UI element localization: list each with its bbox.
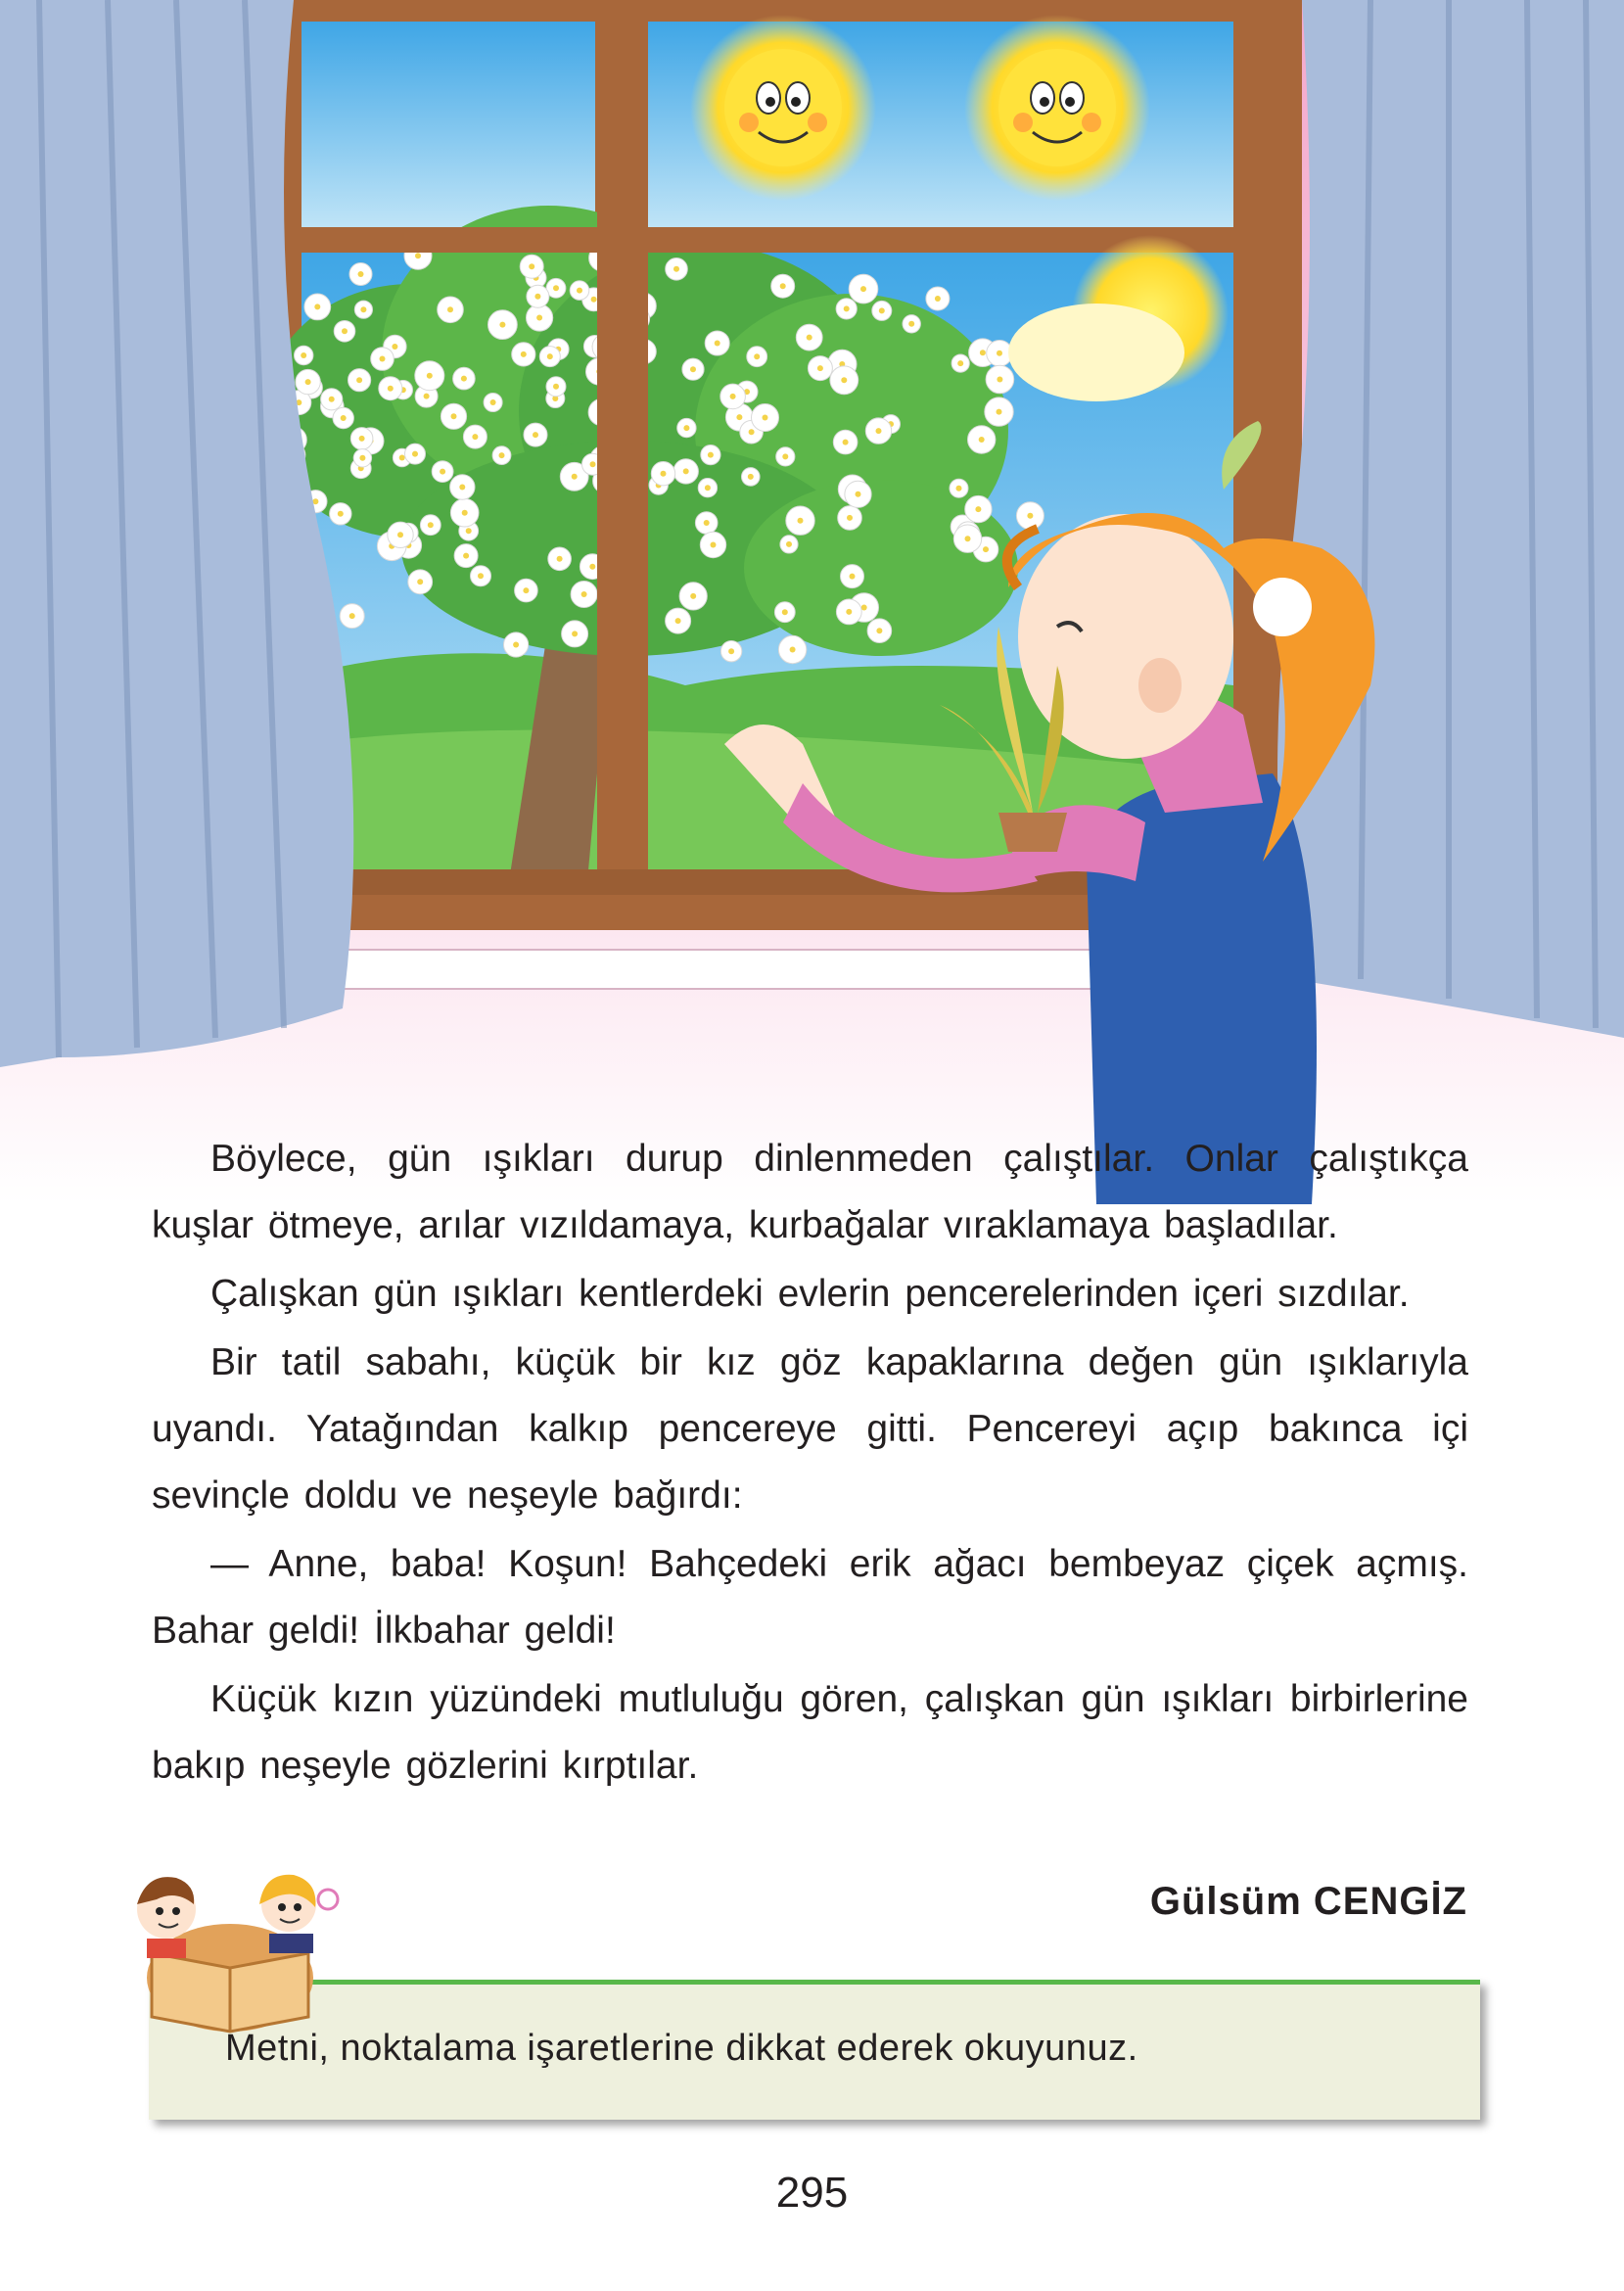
blossom-center: [843, 440, 849, 445]
blossom-center: [736, 414, 742, 420]
blossom-center: [708, 452, 714, 458]
blossom-center: [711, 542, 717, 548]
blossom-center: [427, 373, 433, 379]
blossom-center: [975, 506, 981, 512]
blossom-center: [673, 266, 679, 272]
blossom-center: [428, 522, 434, 528]
blossom-center: [459, 485, 465, 491]
blossom-center: [935, 296, 941, 302]
blossom-center: [417, 579, 423, 584]
blossom-center: [591, 297, 597, 303]
blossom-center: [850, 574, 856, 580]
blossom-center: [879, 307, 885, 313]
blossom-center: [846, 609, 852, 615]
story-paragraph: — Anne, baba! Koşun! Bahçedeki erik ağacı bembeyaz çiçek açmış. Bahar geldi! İlkbahar geldi!: [152, 1543, 1468, 1652]
blossom-center: [577, 288, 582, 294]
blossom-center: [957, 360, 963, 366]
blossom-center: [312, 498, 318, 504]
blossom-center: [590, 461, 596, 467]
blossom-center: [690, 366, 696, 372]
blossom-center: [478, 573, 484, 579]
blossom-center: [547, 353, 553, 359]
blossom-center: [728, 648, 734, 654]
blossom-center: [876, 428, 882, 434]
blossom-center: [301, 352, 306, 358]
blossom-center: [533, 432, 538, 438]
blossom-center: [572, 474, 578, 480]
blossom-center: [980, 350, 986, 355]
story-paragraph: Çalışkan gün ışıkları kentlerdeki evlerin pencerelerinden içeri sızdılar.: [210, 1273, 1410, 1315]
blossom-center: [424, 394, 430, 399]
blossom-center: [499, 452, 505, 458]
blossom-center: [314, 304, 320, 309]
blossom-center: [388, 386, 394, 392]
blossom-center: [440, 469, 445, 475]
blossom-center: [956, 486, 962, 491]
blossom-center: [581, 591, 587, 597]
blossom-center: [360, 306, 366, 312]
blossom-center: [780, 283, 786, 289]
instruction-box: [149, 1980, 1480, 2120]
blossom-center: [461, 376, 467, 382]
sun-right: [964, 15, 1150, 201]
blossom-center: [798, 518, 804, 524]
blossom-center: [841, 377, 847, 383]
blossom-center: [451, 413, 457, 419]
blossom-center: [817, 365, 823, 371]
blossom-center: [553, 285, 559, 291]
blossom-center: [782, 609, 788, 615]
blossom-center: [704, 520, 710, 526]
blossom-center: [466, 528, 472, 534]
blossom-center: [557, 556, 563, 562]
blossom-center: [748, 474, 754, 480]
story-text: [152, 1126, 1468, 1800]
blossom-center: [715, 341, 720, 347]
blossom-center: [997, 409, 1002, 415]
blossom-center: [338, 511, 344, 517]
blossom-center: [589, 564, 595, 570]
kids-reading-book-icon: [117, 1860, 343, 2046]
story-paragraph: Küçük kızın yüzündeki mutluluğu gören, çalışkan gün ışıkları birbirlerine bakıp neşeyle gözlerini kırptılar.: [152, 1678, 1468, 1787]
blossom-center: [861, 605, 867, 611]
blossom-center: [683, 468, 689, 474]
blossom-center: [675, 618, 681, 624]
blossom-center: [705, 485, 711, 491]
blossom-center: [490, 399, 496, 405]
blossom-center: [359, 436, 365, 442]
blossom-center: [359, 455, 365, 461]
blossom-center: [997, 377, 1002, 383]
blossom-center: [342, 328, 348, 334]
blossom-center: [983, 546, 989, 552]
blossom-center: [847, 515, 853, 521]
blossom-center: [908, 321, 914, 327]
blossom-center: [529, 263, 534, 269]
blossom-center: [349, 613, 355, 619]
blossom-center: [979, 437, 985, 443]
sun-left: [690, 15, 876, 201]
blossom-center: [499, 322, 505, 328]
blossom-center: [749, 429, 755, 435]
page-number: 295: [775, 2169, 849, 2217]
blossom-center: [965, 536, 971, 541]
blossom-center: [472, 434, 478, 440]
blossom-center: [754, 353, 760, 359]
blossom-center: [341, 415, 347, 421]
instruction-text: Metni, noktalama işaretlerine dikkat ederek okuyunuz.: [225, 2028, 1138, 2069]
blossom-center: [782, 453, 788, 459]
blossom-center: [412, 451, 418, 457]
blossom-center: [447, 306, 453, 312]
blossom-center: [392, 344, 397, 350]
blossom-center: [415, 253, 421, 258]
blossom-center: [730, 394, 736, 399]
blossom-center: [690, 593, 696, 599]
blossom-center: [513, 642, 519, 648]
blossom-center: [553, 384, 559, 390]
blossom-center: [997, 351, 1002, 356]
blossom-center: [462, 510, 468, 516]
blossom-center: [534, 294, 540, 300]
blossom-center: [763, 415, 768, 421]
blossom-center: [380, 356, 386, 362]
blossom-center: [661, 471, 667, 477]
author-name: Gülsüm CENGİZ: [1149, 1880, 1467, 1923]
blossom-center: [521, 351, 527, 357]
story-paragraph: Bir tatil sabahı, küçük bir kız göz kapaklarına değen gün ışıklarıyla uyandı. Yatağından kalkıp pencereye gitti. Pencereyi açıp bakınca içi sevinçle doldu ve neşeyle bağırdı:: [152, 1341, 1468, 1517]
blossom-center: [844, 305, 850, 311]
blossom-center: [572, 631, 578, 636]
blossom-center: [786, 541, 792, 547]
blossom-center: [358, 271, 364, 277]
blossom-center: [1027, 513, 1033, 519]
blossom-center: [807, 335, 812, 341]
blossom-center: [790, 647, 796, 653]
window-sill: [333, 950, 1136, 989]
blossom-center: [523, 587, 529, 593]
blossom-center: [397, 532, 403, 538]
blossom-center: [536, 315, 542, 321]
blossom-center: [399, 455, 405, 461]
blossom-center: [860, 286, 866, 292]
blossom-center: [856, 491, 861, 497]
blossom-center: [876, 628, 882, 633]
blossom-center: [463, 553, 469, 559]
blossom-center: [329, 397, 335, 402]
story-paragraph: Böylece, gün ışıkları durup dinlenmeden çalıştılar. Onlar çalıştıkça kuşlar ötmeye, arılar vızıldamaya, kurbağalar vıraklamaya başladılar.: [152, 1138, 1468, 1246]
blossom-center: [356, 377, 362, 383]
blossom-center: [683, 425, 689, 431]
blossom-center: [305, 379, 311, 385]
